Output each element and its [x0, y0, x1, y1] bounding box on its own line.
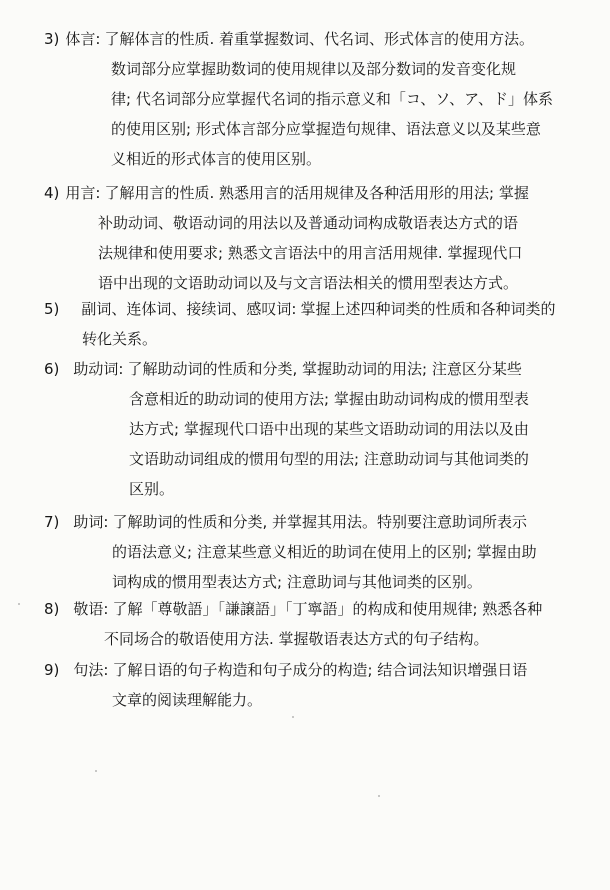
item-text-line: 了解助词的性质和分类, 并掌握其用法。特别要注意助词所表示: [112, 513, 528, 531]
item-first-line: [44, 354, 584, 384]
section-item-3: [44, 24, 584, 174]
item-term: 助词:: [73, 513, 109, 531]
item-text-line: 不同场合的敬语使用方法. 掌握敬语表达方式的句子结构。: [104, 630, 489, 648]
item-text-line: 转化关系。: [82, 330, 158, 348]
item-number: 4): [44, 184, 60, 202]
scan-speck: [378, 795, 380, 797]
item-number: 5): [44, 300, 60, 318]
section-item-9: [44, 655, 584, 715]
item-text-line: 了解日语的句子构造和句子成分的构造; 结合词法知识增强日语: [112, 661, 528, 679]
item-number: 3): [44, 30, 60, 48]
item-term: 句法:: [73, 661, 109, 679]
item-term: 副词、连体词、接续词、感叹词:: [81, 300, 297, 318]
scan-speck: [95, 770, 97, 772]
item-text-line: 了解体言的性质. 着重掌握数词、代名词、形式体言的使用方法。: [104, 30, 535, 48]
item-term: 用言:: [65, 184, 101, 202]
section-item-6: [44, 354, 584, 504]
item-text-line: 了解助动词的性质和分类, 掌握助动词的用法; 注意区分某些: [127, 360, 522, 378]
section-item-7: [44, 507, 584, 597]
section-item-8: [44, 594, 584, 654]
scan-speck: [18, 603, 20, 605]
item-term: 助动词:: [73, 360, 124, 378]
item-first-line: [44, 294, 584, 324]
item-text-line: 词构成的惯用型表达方式; 注意助词与其他词类的区别。: [112, 573, 482, 591]
scan-speck: [292, 716, 294, 718]
item-text-line: 含意相近的助动词的使用方法; 掌握由助动词构成的惯用型表: [129, 390, 529, 408]
item-text-line: 法规律和使用要求; 熟悉文言语法中的用言活用规律. 掌握现代口: [98, 244, 523, 262]
item-number: 6): [44, 360, 60, 378]
item-number: 9): [44, 661, 60, 679]
item-text-line: 的使用区别; 形式体言部分应掌握造句规律、语法意义以及某些意: [111, 120, 541, 138]
item-text-line: 文语助动词组成的惯用句型的用法; 注意助动词与其他词类的: [129, 450, 529, 468]
item-first-line: [44, 655, 584, 685]
item-text-line: 数词部分应掌握助数词的使用规律以及部分数词的发音变化规: [111, 60, 517, 78]
item-first-line: [44, 594, 584, 624]
item-first-line: [44, 178, 584, 208]
section-item-5: [44, 294, 584, 354]
item-text-line: 达方式; 掌握现代口语中出现的某些文语助动词的用法以及由: [129, 420, 529, 438]
item-text-line: 文章的阅读理解能力。: [112, 691, 263, 709]
item-text-line: 律; 代名词部分应掌握代名词的指示意义和「コ、ソ、ア、ド」体系: [111, 90, 553, 108]
item-text-line: 语中出现的文语助动词以及与文言语法相关的惯用型表达方式。: [98, 274, 519, 292]
item-text-line: 补助动词、敬语动词的用法以及普通动词构成敬语表达方式的语: [98, 214, 519, 232]
item-number: 7): [44, 513, 60, 531]
item-text-line: 了解用言的性质. 熟悉用言的活用规律及各种活用形的用法; 掌握: [104, 184, 529, 202]
item-text-line: 的语法意义; 注意某些意义相近的助词在使用上的区别; 掌握由助: [112, 543, 537, 561]
item-text-line: 区别。: [129, 480, 175, 498]
item-text-line: 了解「尊敬語」「謙譲語」「丁寧語」的构成和使用规律; 熟悉各种: [112, 600, 543, 618]
item-term: 体言:: [65, 30, 101, 48]
section-item-4: [44, 178, 584, 298]
item-text-line: 掌握上述四种词类的性质和各种词类的: [300, 300, 556, 318]
item-term: 敬语:: [73, 600, 109, 618]
item-first-line: [44, 24, 584, 54]
item-number: 8): [44, 600, 60, 618]
item-text-line: 义相近的形式体言的使用区别。: [111, 150, 322, 168]
item-first-line: [44, 507, 584, 537]
